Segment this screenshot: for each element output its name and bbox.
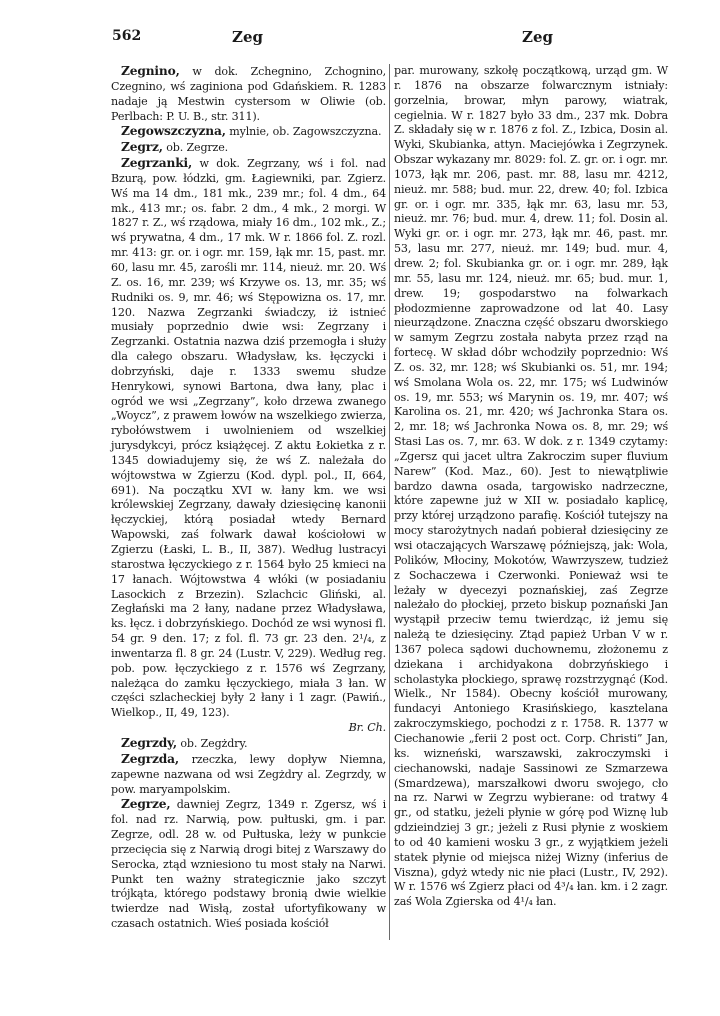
entry-zegrzda	[111, 752, 386, 798]
entry-text: mylnie, ob. Zagowszczyzna.	[225, 125, 382, 139]
entry-zegowszczyzna	[111, 124, 386, 140]
entry-headword: Zegrzdy,	[121, 735, 177, 750]
running-headword-left: Zeg	[232, 28, 263, 46]
running-header	[112, 28, 668, 48]
entry-headword: Zegrz,	[121, 140, 163, 155]
entry-zegrzdy	[111, 736, 386, 752]
entry-zegrz	[111, 140, 386, 156]
entry-text: dawniej Zegrz, 1349 r. Zgersz, wś i fol. nad rz. Narwią, pow. pułtuski, gm. i par. Zegrze, odl. 28 w. od Pułtuska, leży w punkcie przecięcia się z Narwią drogi bitej z Warszawy do Serocka, ztąd wzniesiono tu most stały na Narwi. Punkt ten ważny strategicznie jako szczyt trójkąta, którego podstawy bronią dwie wielkie twierdze nad Wisłą, został ufortyfikowany w czasach ostatnich. Wieś posiada kościół	[111, 798, 386, 931]
entry-zegnino	[111, 64, 386, 124]
entry-zegrzanki	[111, 156, 386, 721]
author-signature: Br. Ch.	[348, 721, 386, 735]
entry-headword: Zegowszczyzna,	[121, 124, 226, 139]
entry-zegrze-continued	[394, 64, 668, 910]
entry-text: w dok. Zchegnino, Zchognino, Czegnino, wś zaginiona pod Gdańskiem. R. 1283 nadaje ją Mestwin cystersom w Oliwie (ob. Perlbach: P. U. B., str. 311).	[111, 65, 386, 123]
entry-text: ob. Zegrze.	[162, 141, 229, 155]
entry-headword: Zegrzda,	[121, 751, 179, 766]
right-column	[394, 64, 668, 910]
entry-zegrze	[111, 797, 386, 932]
column-divider	[389, 64, 390, 940]
page-number: 562	[112, 28, 142, 44]
entry-text: w dok. Zegrzany, wś i fol. nad Bzurą, pow. łódzki, gm. Łagiewniki, par. Zgierz. Wś ma 14 dm., 181 mk., 239 mr.; fol. 4 dm., 64 mk., 413 mr.; os. fabr. 2 dm., 4 mk., 2 morgi. W 1827 r. Z., wś rządowa, miały 16 dm., 102 mk., Z.; wś prywatna, 4 dm., 17 mk. W r. 1866 fol. Z. rozl. mr. 413: gr. or. i ogr. mr. 159, łąk mr. 15, past. mr. 60, lasu mr. 45, zarośli mr. 114, nieuż. mr. 20. Wś Z. os. 16, mr. 239; wś Krzywe os. 13, mr. 35; wś Rudniki os. 9, mr. 46; wś Stępowizna os. 17, mr. 120. Nazwa Zegrzanki świadczy, iż istnieć musiały poprzednio dwie wsi: Zegrzany i Zegrzanki. Ostatnia nazwa dziś przemogła i służy dla całego obszaru. Władysław, ks. łęczycki i dobrzyński, daje r. 1333 swemu słudze Henrykowi, synowi Bartona, dwa łany, plac i ogród we wsi „Zegrzany”, koło drzewa zwanego „Woycz”, z prawem łowów na wszelkiego zwierza, rybołówstwem i uwolnieniem od wszelkiej jurysdykcyi, prócz książęcej. Z aktu Łokietka z r. 1345 dowiadujemy się, że wś Z. należała do wójtowstwa w Zgierzu (Kod. dypl. pol., II, 664, 691). Na początku XVI w. łany km. we wsi królewskiej Zegrzany, dawały dziesięcinę kanonii łęczyckiej, którą posiadał wtedy Bernard Wapowski, zaś folwark dawał kościołowi w Zgierzu (Łaski, L. B., II, 387). Według lustracyi starostwa łęczyckiego z r. 1564 było 25 kmieci na 17 łanach. Wójtowstwa 4 włóki (w posiadaniu Lasockich z Brzezin). Szlachcic Gliński, al. Zegłański ma 2 łany, nadane przez Władysława, ks. łęcz. i dobrzyńskiego. Dochód ze wsi wynosi fl. 54 gr. 9 den. 17; z fol. fl. 73 gr. 23 den. 2¹/₄, z inwentarza fl. 8 gr. 24 (Lustr. V, 229). Według reg. pob. pow. łęczyckiego z r. 1576 wś Zegrzany, należąca do zamku łęczyckiego, miała 3 łan. W części szlacheckiej były 2 łany i 1 zagr. (Pawiń., Wielkop., II, 49, 123).	[111, 157, 386, 720]
entry-text: rzeczka, lewy dopływ Niemna, zapewne nazwana od wsi Zegżdry al. Zegrzdy, w pow. maryampolskim.	[111, 752, 386, 796]
entry-text: par. murowany, szkołę początkową, urząd gm. W r. 1876 na obszarze folwarcznym istniały: gorzelnia, browar, młyn parowy, wiatrak, cegielnia. W r. 1827 było 33 dm., 237 mk. Dobra Z. składały się w r. 1876 z fol. Z., Izbica, Dosin al. Wyki, Skubianka, attyn. Maciejówka i Zegrzynek. Obszar wykazany mr. 8029: fol. Z. gr. or. i ogr. mr. 1073, łąk mr. 206, past. mr. 88, lasu mr. 4212, nieuż. mr. 588; bud. mur. 22, drew. 40; fol. Izbica gr. or. i ogr. mr. 335, łąk mr. 63, lasu mr. 53, nieuż. mr. 76; bud. mur. 4, drew. 11; fol. Dosin al. Wyki gr. or. i ogr. mr. 273, łąk mr. 46, past. mr. 53, lasu mr. 277, nieuż. mr. 149; bud. mur. 4, drew. 2; fol. Skubianka gr. or. i ogr. mr. 289, łąk mr. 55, lasu mr. 124, nieuż. mr. 65; bud. mur. 1, drew. 19; gospodarstwo na folwarkach płodozmienne zaprowadzone od lat 40. Lasy nieurządzone. Znaczna część obszaru dworskiego w samym Zegrzu została nabyta przez rząd na fortecę. W skład dóbr wchodziły poprzednio: Wś Z. os. 32, mr. 128; wś Skubianki os. 51, mr. 194; wś Smolana Wola os. 22, mr. 175; wś Ludwinów os. 19, mr. 553; wś Marynin os. 19, mr. 407; wś Karolina os. 21, mr. 420; wś Jachronka Stara os. 2, mr. 18; wś Jachronka Nowa os. 8, mr. 29; wś Stasi Las os. 7, mr. 63. W dok. z r. 1349 czytamy: „Zgersz qui jacet ultra Zakroczim super fluvium Narew” (Kod. Maz., 60). Jest to niewątpliwie bardzo dawna osada, targowisko nadrzeczne, które zapewne już w XII w. posiadało kaplicę, przy której urządzono parafię. Kościół tutejszy na mocy starożytnych nadań pobierał dziesięciny ze wsi otaczających Warszawę późniejszą, jak: Wola, Polików, Młociny, Mokotów, Wawrzyszew, tudzież z Sochaczewa i Czerwonki. Ponieważ wsi te leżały w dyecezyi poznańskiej, zaś Zegrze należało do płockiej, przeto biskup poznański Jan wystąpił przeciw temu twierdząc, iż jemu się należą te dziesięciny. Ztąd papież Urban V w r. 1367 poleca sądowi duchownemu, złożonemu z dziekana i archidyakona dobrzyńskiego i scholastyka płockiego, sprawę rozstrzygnąć (Kod. Wielk., Nr 1584). Obecny kościół murowany, fundacyi Antoniego Krasińskiego, kasztelana zakroczymskiego, pochodzi z r. 1758. R. 1377 w Ciechanowie „ferii 2 post oct. Corp. Christi” Jan, ks. wizneński, warszawski, zakroczymski i ciechanowski, nadaje Sassinowi ze Szmarzewa (Smardzewa), marszałkowi dworu swojego, cło na rz. Narwi w Zegrzu wybierane: od tratwy 4 gr., od statku, jeżeli płynie w górę pod Wiznę lub gdzieindziej 3 gr.; jeżeli z Rusi płynie z woskiem to od 40 kamieni wosku 3 gr., z wyjątkiem jeżeli statek płynie od miejsca niżej Wizny (inferius de Viszna), gdyż wtedy nic nie płaci (Lustr., IV, 292). W r. 1576 wś Zgierz płaci od 4³/₄ łan. km. i 2 zagr. zaś Wola Zgierska od 4¹/₄ łan.	[394, 64, 668, 909]
entry-headword: Zegnino,	[121, 64, 180, 78]
entry-headword: Zegrzanki,	[121, 156, 193, 171]
entry-text: ob. Zegżdry.	[177, 736, 248, 750]
left-column	[111, 64, 386, 932]
entry-headword: Zegrze,	[121, 797, 171, 812]
running-headword-right: Zeg	[522, 28, 553, 46]
